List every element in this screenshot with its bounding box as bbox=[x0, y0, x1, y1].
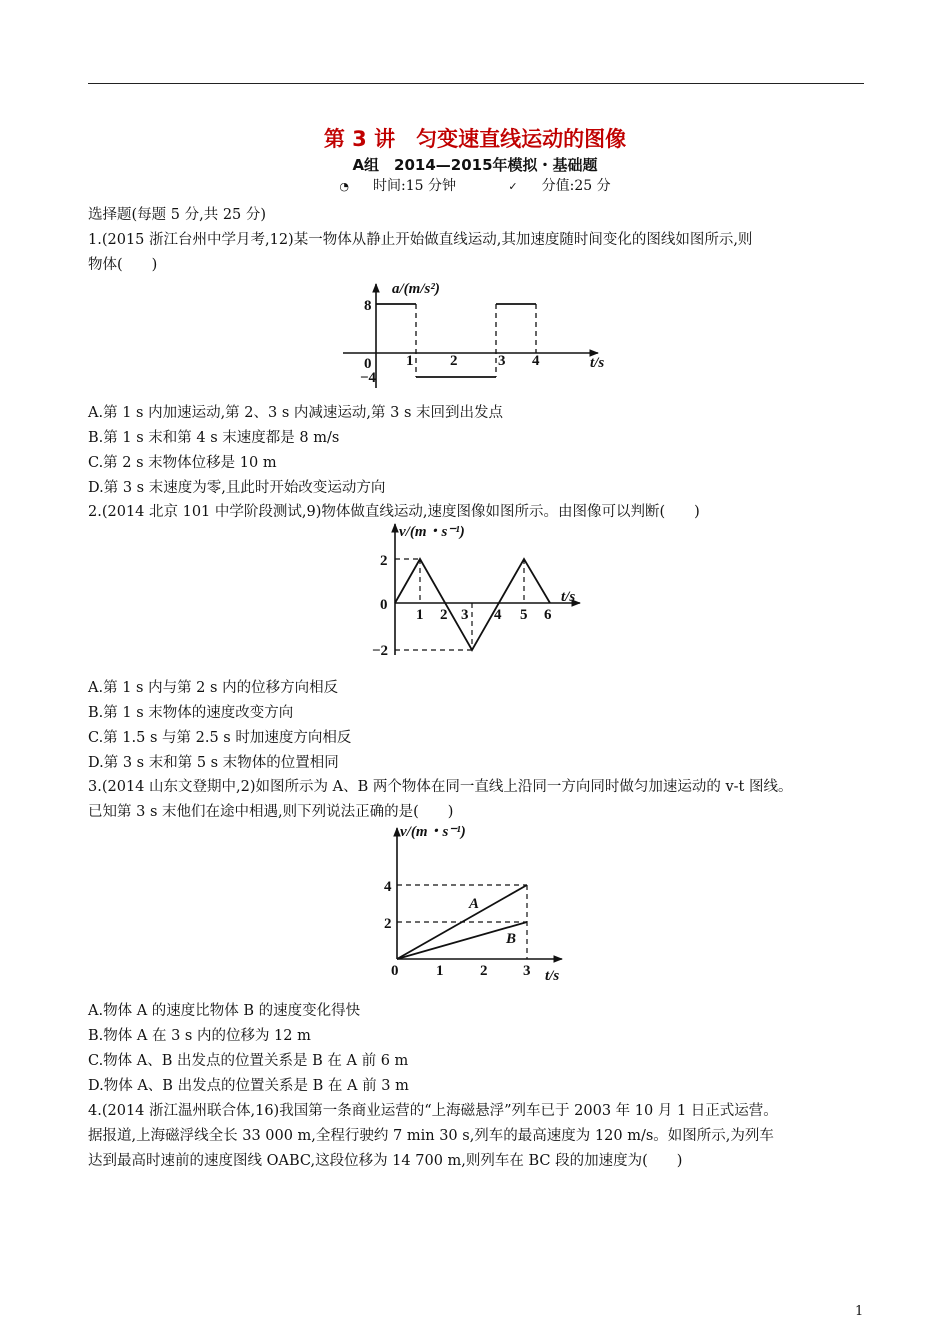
q3-option-d: D.物体 A、B 出发点的位置关系是 B 在 A 前 3 m bbox=[88, 1078, 409, 1094]
exam-meta bbox=[0, 175, 950, 195]
q3-option-a: A.物体 A 的速度比物体 B 的速度变化得快 bbox=[88, 1003, 361, 1019]
q3-series-a-label: A bbox=[469, 896, 480, 912]
q1-xtick: 3 bbox=[498, 353, 506, 369]
header-rule bbox=[88, 83, 864, 84]
q2-velocity-graph bbox=[362, 521, 592, 656]
q2-xtick: 6 bbox=[544, 607, 552, 623]
q3-xtick: 1 bbox=[436, 963, 444, 979]
q2-option-b: B.第 1 s 末物体的速度改变方向 bbox=[88, 705, 294, 721]
q3-ylabel: v/(m・s⁻¹) bbox=[400, 824, 466, 840]
q3-option-b: B.物体 A 在 3 s 内的位移为 12 m bbox=[88, 1028, 311, 1044]
time-info: ◔ 时间:15 分钟 bbox=[339, 178, 456, 194]
q1-ytick: −4 bbox=[360, 370, 377, 386]
q2-stem: 2.(2014 北京 101 中学阶段测试,9)物体做直线运动,速度图像如图所示。由图像可以判断( ) bbox=[88, 504, 700, 520]
q1-xtick: 1 bbox=[406, 353, 414, 369]
q1-option-b: B.第 1 s 末和第 4 s 末速度都是 8 m/s bbox=[88, 430, 340, 446]
check-circle-icon: ✓ bbox=[508, 180, 518, 193]
q2-ylabel: v/(m・s⁻¹) bbox=[399, 524, 465, 540]
q2-xtick: 5 bbox=[520, 607, 528, 623]
q1-option-d: D.第 3 s 末速度为零,且此时开始改变运动方向 bbox=[88, 480, 386, 496]
q1-ytick: 8 bbox=[364, 298, 372, 314]
q3-stem-line1: 3.(2014 山东文登期中,2)如图所示为 A、B 两个物体在同一直线上沿同一方向同时做匀加速运动的 v-t 图线。 bbox=[88, 779, 793, 795]
q3-ytick: 4 bbox=[384, 879, 392, 895]
group-subtitle: A组 2014—2015年模拟・基础题 bbox=[352, 156, 598, 174]
q3-xtick: 3 bbox=[523, 963, 531, 979]
q2-option-a: A.第 1 s 内与第 2 s 内的位移方向相反 bbox=[88, 680, 339, 696]
q3-option-c: C.物体 A、B 出发点的位置关系是 B 在 A 前 6 m bbox=[88, 1053, 409, 1069]
q3-xtick: 2 bbox=[480, 963, 488, 979]
q1-option-c: C.第 2 s 末物体位移是 10 m bbox=[88, 455, 277, 471]
q2-xtick: 2 bbox=[440, 607, 448, 623]
q2-ytick: 2 bbox=[380, 553, 388, 569]
q3-stem-line2: 已知第 3 s 末他们在途中相遇,则下列说法正确的是( ) bbox=[88, 804, 454, 820]
q3-xlabel: t/s bbox=[545, 968, 560, 984]
q2-origin: 0 bbox=[380, 597, 388, 613]
page-number: 1 bbox=[855, 1304, 864, 1319]
q3-velocity-graph bbox=[380, 818, 580, 986]
q2-option-c: C.第 1.5 s 与第 2.5 s 时加速度方向相反 bbox=[88, 730, 352, 746]
q1-option-a: A.第 1 s 内加速运动,第 2、3 s 内减速运动,第 3 s 末回到出发点 bbox=[88, 405, 504, 421]
q1-stem-line2: 物体( ) bbox=[88, 257, 158, 273]
q1-xtick: 2 bbox=[450, 353, 458, 369]
clock-icon: ◔ bbox=[339, 180, 349, 193]
q1-xlabel: t/s bbox=[590, 355, 605, 371]
q1-xtick: 4 bbox=[532, 353, 540, 369]
q2-xlabel: t/s bbox=[561, 589, 576, 605]
q3-ytick: 2 bbox=[384, 916, 392, 932]
q3-series-b-label: B bbox=[506, 931, 517, 947]
q2-xtick: 3 bbox=[461, 607, 469, 623]
q1-ylabel: a/(m/s²) bbox=[392, 281, 440, 297]
q2-option-d: D.第 3 s 末和第 5 s 末物体的位置相同 bbox=[88, 755, 339, 771]
q1-acceleration-graph bbox=[336, 276, 616, 392]
q1-stem-line1: 1.(2015 浙江台州中学月考,12)某一物体从静止开始做直线运动,其加速度随时间变化的图线如图所示,则 bbox=[88, 232, 753, 248]
q2-xtick: 1 bbox=[416, 607, 424, 623]
q4-stem-line1: 4.(2014 浙江温州联合体,16)我国第一条商业运营的“上海磁悬浮”列车已于 2003 年 10 月 1 日正式运营。 bbox=[88, 1103, 778, 1119]
q4-stem-line3: 达到最高时速前的速度图线 OABC,这段位移为 14 700 m,则列车在 BC 段的加速度为( ) bbox=[88, 1153, 683, 1169]
q1-origin: 0 bbox=[364, 356, 372, 372]
section-heading: 选择题(每题 5 分,共 25 分) bbox=[88, 207, 267, 223]
q2-xtick: 4 bbox=[494, 607, 502, 623]
q4-stem-line2: 据报道,上海磁浮线全长 33 000 m,全程行驶约 7 min 30 s,列车的最高速度为 120 m/s。如图所示,为列车 bbox=[88, 1128, 774, 1144]
lesson-title: 第 3 讲 匀变速直线运动的图像 bbox=[323, 127, 627, 151]
q2-ytick: −2 bbox=[372, 643, 389, 656]
score-info: ✓ 分值:25 分 bbox=[508, 178, 611, 194]
q3-origin: 0 bbox=[391, 963, 399, 979]
